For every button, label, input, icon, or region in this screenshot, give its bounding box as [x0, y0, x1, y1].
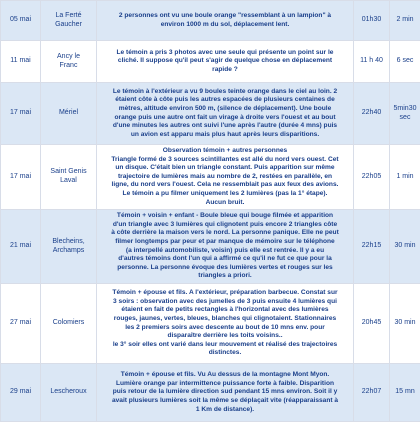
duration-cell: 30 min: [390, 210, 420, 284]
place-cell: [41, 364, 97, 422]
date-cell: 05 mai: [1, 1, 41, 41]
description-line: cliché. Il suppose qu'il peut s'agir de quelque chose en déplacement: [101, 57, 349, 66]
description-line: Le témoin a pu filmer uniquement les 2 lumières (pas la 1° étape).: [101, 190, 349, 199]
duration-line: 5min30: [392, 105, 418, 114]
table-row: [1, 83, 420, 145]
description-line: Le témoin a pris 3 photos avec une seule qui présente un point sur le: [101, 49, 349, 58]
table-row: [1, 284, 420, 364]
description-line: triangles a priori.: [101, 272, 349, 281]
place-line: Laval: [43, 177, 94, 186]
description-line: ligne, du nord vers l'ouest. Cela ne ressemblait pas aux feux des avions.: [101, 181, 349, 190]
description-line: d'un triangle avec 3 lumières qui clignotent puis encore 2 triangles côte: [101, 221, 349, 230]
place-cell: [41, 284, 97, 364]
place-line: La Ferté: [43, 12, 94, 21]
date-cell: 29 mai: [1, 364, 41, 422]
description-line: étaient en fait de petits rectangles à l'horizontal avec des lumières: [101, 306, 349, 315]
description-cell: [97, 1, 354, 41]
duration-cell: [390, 83, 420, 145]
duration-cell: 2 min: [390, 1, 420, 41]
place-line: Saint Genis: [43, 168, 94, 177]
place-line: Archamps: [43, 247, 94, 256]
description-cell: [97, 284, 354, 364]
place-cell: [41, 1, 97, 41]
place-line: Colomiers: [43, 319, 94, 328]
description-line: 3 soirs : observation avec des jumelles de 3 puis ensuite 4 lumières qui: [101, 298, 349, 307]
description-line: les 2 premiers soirs avec descente au bout de 10 mns env. pour: [101, 324, 349, 333]
description-line: étaient côte à côte puis les autres espacées de plusieurs centaines de: [101, 96, 349, 105]
description-line: Aucun bruit.: [101, 199, 349, 208]
place-line: Mériel: [43, 109, 94, 118]
description-line: orange puis une autre ont fait un virage à droite vers l'ouest et au bout: [101, 114, 349, 123]
date-cell: 17 mai: [1, 145, 41, 210]
time-cell: 22h05: [354, 145, 390, 210]
place-line: Ancy le: [43, 53, 94, 62]
date-cell: 17 mai: [1, 83, 41, 145]
description-line: Témoin + voisin + enfant - Boule bleue qui bouge filmée et apparition: [101, 212, 349, 221]
description-cell: [97, 210, 354, 284]
time-cell: 11 h 40: [354, 41, 390, 83]
description-line: le 3° soir elles ont varié dans leur mouvement et réalisé des trajectoires: [101, 341, 349, 350]
description-line: rapide ?: [101, 66, 349, 75]
description-line: trajectoire de lumières mais au nombre de 2, restées en parallèle, en: [101, 173, 349, 182]
place-line: Blecheins,: [43, 238, 94, 247]
description-line: environ 1000 m du sol, déplacement lent.: [101, 21, 349, 30]
description-line: disparaître derrière les toits voisins..: [101, 332, 349, 341]
description-line: Témoin + épouse et fils. Vu Au dessus de la montagne Mont Myon.: [101, 371, 349, 380]
description-line: 1 Km de distance).: [101, 406, 349, 415]
duration-cell: 1 min: [390, 145, 420, 210]
table-row: [1, 41, 420, 83]
date-cell: 27 mai: [1, 284, 41, 364]
date-cell: 21 mai: [1, 210, 41, 284]
duration-cell: 30 min: [390, 284, 420, 364]
time-cell: 20h45: [354, 284, 390, 364]
description-line: filmer longtemps par peur et par manque de mémoire sur le téléphone: [101, 238, 349, 247]
duration-cell: 15 mn: [390, 364, 420, 422]
description-line: d'une minutes les autres ont suivi l'une après l'autre (durée 4 mns) puis: [101, 122, 349, 131]
description-line: 2 personnes ont vu une boule orange "ressemblant à un lampion" à: [101, 12, 349, 21]
description-line: Le témoin à l'extérieur a vu 9 boules teinte orange dans le ciel au loin. 2: [101, 88, 349, 97]
description-line: avait plusieurs lumières soit la même se déplaçait vite (réapparaissant à: [101, 397, 349, 406]
description-cell: [97, 145, 354, 210]
description-cell: [97, 41, 354, 83]
time-cell: 22h15: [354, 210, 390, 284]
description-line: Triangle formé de 3 sources scintillantes est allé du nord vers ouest. Cet: [101, 156, 349, 165]
place-cell: [41, 145, 97, 210]
description-line: un disque. C'était bien un triangle constant. Puis apparition sur même: [101, 164, 349, 173]
table-row: [1, 145, 420, 210]
place-line: Lescheroux: [43, 388, 94, 397]
description-cell: [97, 364, 354, 422]
place-cell: [41, 210, 97, 284]
place-line: Gaucher: [43, 21, 94, 30]
place-line: Franc: [43, 62, 94, 71]
duration-cell: 6 sec: [390, 41, 420, 83]
description-line: à côte derrière la maison vers le nord. La personne panique. Elle ne peut: [101, 229, 349, 238]
description-line: distinctes.: [101, 349, 349, 358]
duration-line: sec: [392, 114, 418, 123]
place-cell: [41, 83, 97, 145]
description-cell: [97, 83, 354, 145]
time-cell: 22h07: [354, 364, 390, 422]
description-line: d'autres témoins dont l'un qui a affirmé ce qu'il ne fut ce que pour la: [101, 255, 349, 264]
description-line: mètres, altitude environ 500 m, (silence de déplacement). Une boule: [101, 105, 349, 114]
description-line: un avion est apparu mais plus haut après leurs disparitions.: [101, 131, 349, 140]
description-line: rouges, jaunes, vertes, bleues, blanches qui clignotaient. Stationnaires: [101, 315, 349, 324]
description-line: Lumière orange par intermittence puissance forte à faible. Disparition: [101, 380, 349, 389]
description-line: Observation témoin + autres personnes: [101, 147, 349, 156]
description-line: Témoin + épouse et fils. A l'extérieur, préparation barbecue. Constat sur: [101, 289, 349, 298]
description-line: personne. La personne évoque des lumières vertes et rouges sur les: [101, 264, 349, 273]
description-line: puis retour de la lumière direction sud pendant 15 mns environ. Soit il y: [101, 388, 349, 397]
table-row: [1, 1, 420, 41]
description-line: (a interpellé automobiliste, voisin) puis elle est rentrée. Il y a eu: [101, 247, 349, 256]
date-cell: 11 mai: [1, 41, 41, 83]
place-cell: [41, 41, 97, 83]
table-row: [1, 364, 420, 422]
table-row: [1, 210, 420, 284]
time-cell: 01h30: [354, 1, 390, 41]
time-cell: 22h40: [354, 83, 390, 145]
